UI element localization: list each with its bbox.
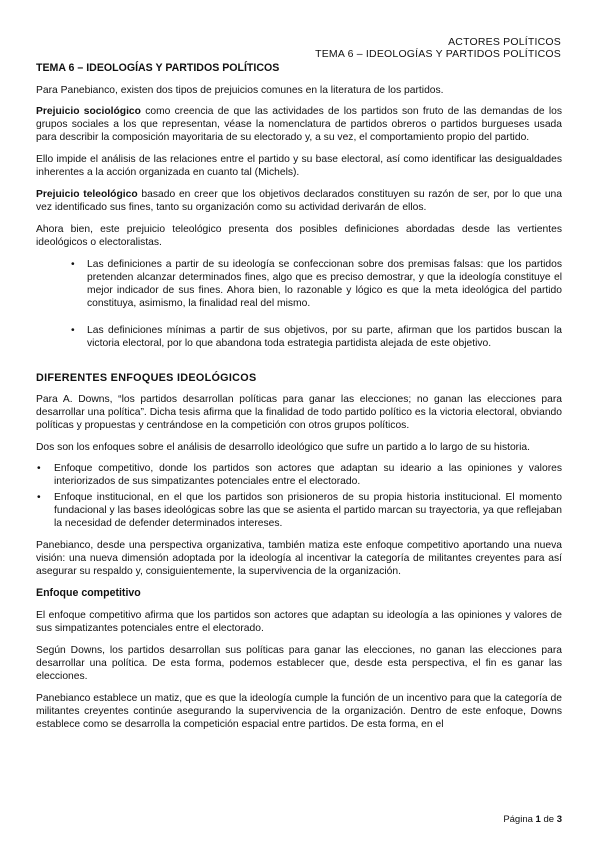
bullet-icon: • [37, 492, 41, 503]
header-course: ACTORES POLÍTICOS [448, 36, 561, 48]
list-item: • Las definiciones a partir de su ideología se confeccionan sobre dos premisas falsas: que los partidos pretenden alcanzar determinados fines, algo que es preciso demostrar, y que la ideología constituye el mejor indicador de sus fines. Ahora bien, lo razonable y lógico es que la meta ideológica del partido constituya, asimismo, la finalidad real del mismo. [71, 259, 562, 309]
subsection-heading: Enfoque competitivo [36, 587, 141, 599]
paragraph-matiz: Panebianco establece un matiz, que es que la ideología cumple la función de un incentivo para que la categoría de militantes creyentes continúe asegurando la supervivencia de la organización. Dentro de este enfoque, Downs establece como se desarrolla la competición espacial entre partidos. De esta forma, en el [36, 693, 562, 730]
paragraph-intro: Para Panebianco, existen dos tipos de prejuicios comunes en la literatura de los partidos. [36, 85, 444, 96]
list-item: • Enfoque competitivo, donde los partidos son actores que adaptan su ideario a las opiniones y valores interiorizados de sus simpatizantes potenciales entre el electorado. [37, 463, 562, 487]
section-heading: DIFERENTES ENFOQUES IDEOLÓGICOS [36, 372, 257, 384]
paragraph-panebianco-org: Panebianco, desde una perspectiva organizativa, también matiza este enfoque competitivo aportando una nueva visión: una nueva dimensión adoptada por la ideología al incentivar la categoría de militantes creyentes para así asegurar su respaldo y, consiguientemente, la supervivencia de la organización. [36, 540, 562, 577]
bullet-icon: • [37, 463, 41, 474]
term-sociologico: Prejuicio sociológico [36, 106, 141, 117]
document-body [36, 62, 562, 731]
paragraph-ahora: Ahora bien, este prejuicio teleológico presenta dos posibles definiciones abordadas desde las vertientes ideológicos o electoralistas. [36, 224, 562, 248]
list-item: • Las definiciones mínimas a partir de sus objetivos, por su parte, afirman que los partidos buscan la victoria electoral, por lo que abandona toda estrategia partidista alejada de este objetivo. [71, 325, 562, 349]
running-header [315, 36, 561, 60]
paragraph-competitivo: El enfoque competitivo afirma que los partidos son actores que adaptan su ideología a las opiniones y valores de sus simpatizantes potenciales entre el electorado. [36, 610, 562, 634]
paragraph-impide: Ello impide el análisis de las relaciones entre el partido y su base electoral, así como identificar las desigualdades inherentes a la acción organizada en cuanto tal (Michels). [36, 154, 562, 178]
bullet-icon: • [71, 259, 75, 270]
header-topic: TEMA 6 – IDEOLOGÍAS Y PARTIDOS POLÍTICOS [315, 48, 561, 60]
paragraph-dos-enfoques: Dos son los enfoques sobre el análisis de desarrollo ideológico que sufre un partido a lo largo de su historia. [36, 442, 530, 453]
bullet-icon: • [71, 325, 75, 336]
list-definiciones [36, 258, 562, 350]
page-number: Página 1 de 3 [503, 814, 562, 825]
document-title: TEMA 6 – IDEOLOGÍAS Y PARTIDOS POLÍTICOS [36, 62, 280, 74]
paragraph-segun-downs: Según Downs, los partidos desarrollan sus políticas para ganar las elecciones, no ganan las elecciones para desarrollar una política. De esta forma, podemos establecer que, desde esta perspectiva, el fin es ganar las elecciones. [36, 645, 562, 682]
paragraph-downs: Para A. Downs, “los partidos desarrollan políticas para ganar las elecciones; no ganan las elecciones para desarrollar una política”. Dicha tesis afirma que la finalidad de todo partido político es la victoria electoral, obviando políticas y propuestas y centrándose en la competición con otros grupos políticos. [36, 394, 562, 431]
term-teleologico: Prejuicio teleológico [36, 189, 138, 200]
paragraph-sociologico: Prejuicio sociológico como creencia de que las actividades de los partidos son fruto de las demandas de los grupos sociales a los que representan, véase la nomenclatura de partidos obreros o partidos burgueses usada para describir la composición mayoritaria de su electorado y, a su vez, el comportamiento propio del partido. [36, 106, 562, 143]
list-item: • Enfoque institucional, en el que los partidos son prisioneros de su propia historia institucional. El momento fundacional y las bases ideológicas sobre las que se asienta el partido marcan su trayectoria, ya que reflejaban la necesidad de defender determinados intereses. [37, 492, 562, 529]
paragraph-teleologico: Prejuicio teleológico basado en creer que los objetivos declarados constituyen su razón de ser, por lo que una vez identificado sus fines, tanto su organización como su actividad derivarán de ellos. [36, 189, 563, 213]
list-enfoques [36, 462, 562, 530]
